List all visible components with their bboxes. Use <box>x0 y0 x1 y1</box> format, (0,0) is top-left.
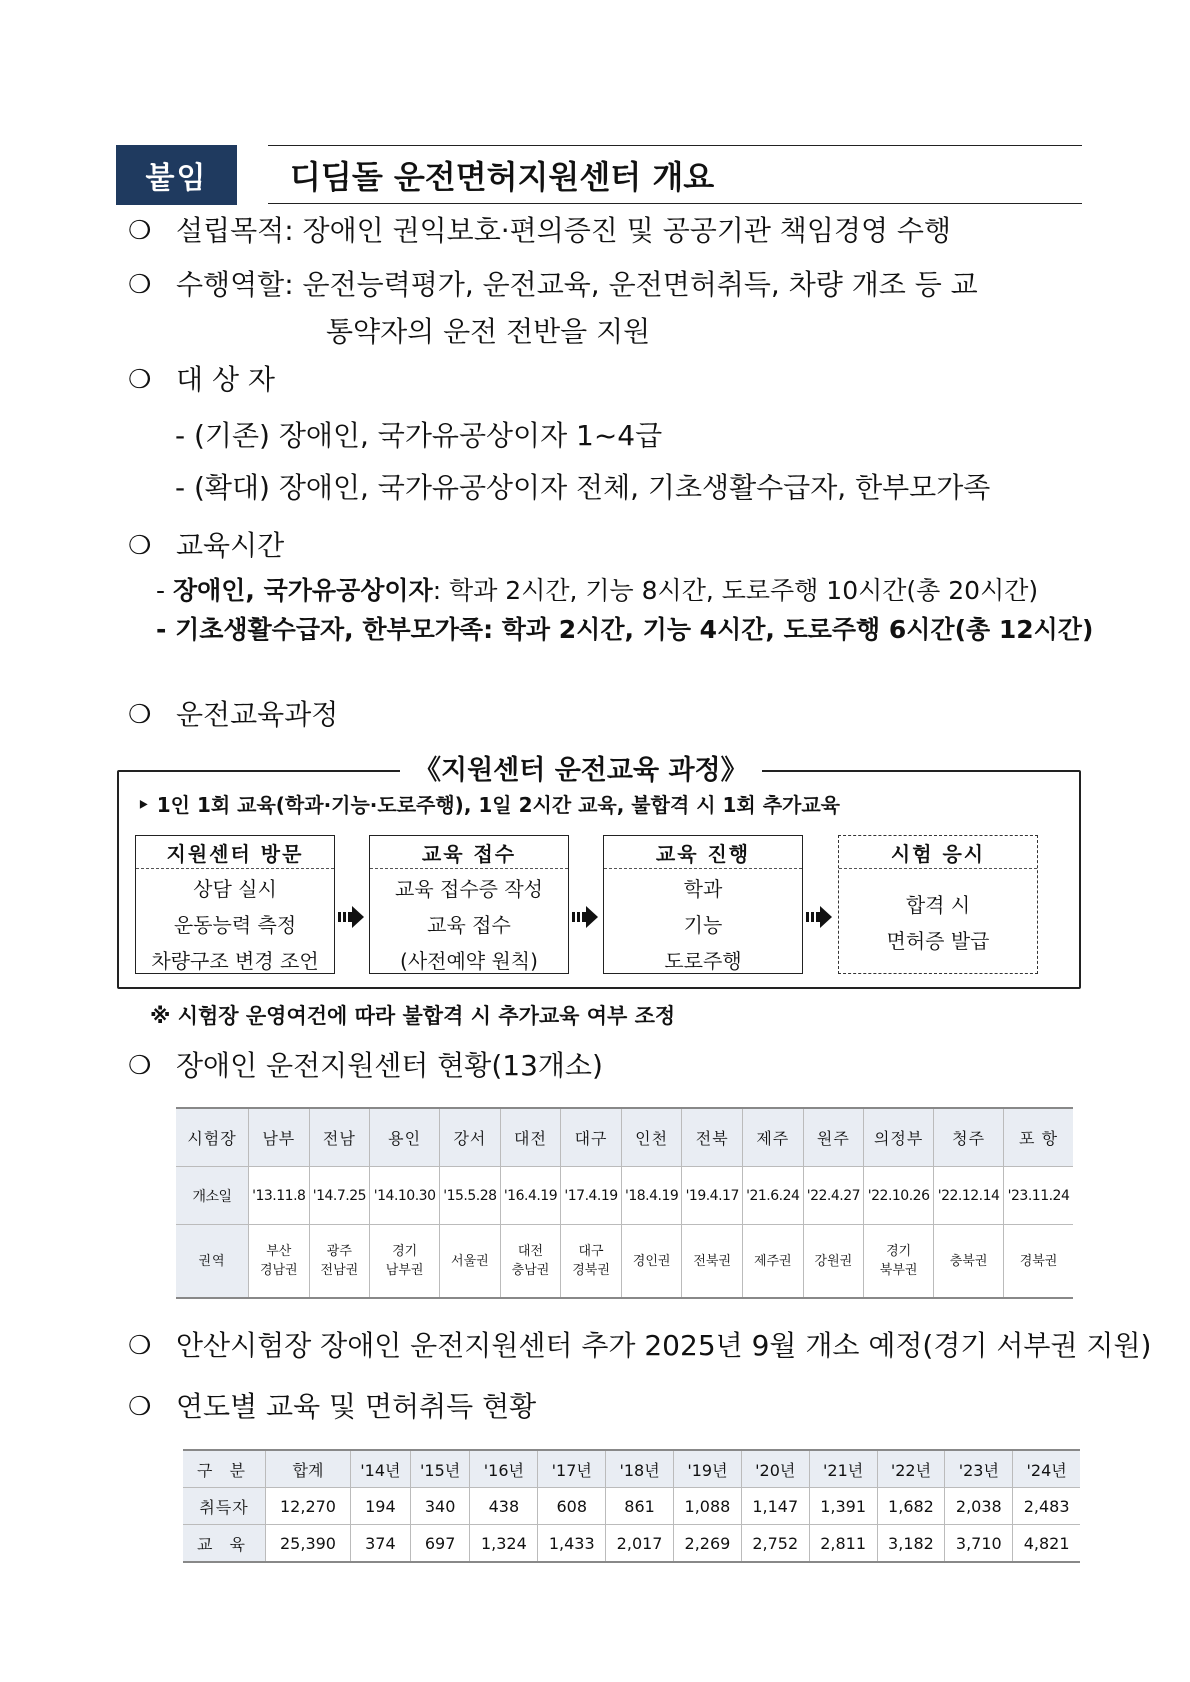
bullet-course <box>128 698 338 732</box>
region-line: 전남권 <box>320 1263 359 1278</box>
column-header: '20년 <box>741 1450 809 1488</box>
region-line: 부산 <box>266 1244 292 1259</box>
center-name: 의정부 <box>864 1108 934 1167</box>
region-cell <box>682 1225 743 1299</box>
region-cell <box>249 1225 310 1299</box>
table-cell: 2,483 <box>1013 1488 1080 1525</box>
flow-footnote: ※ 시험장 운영여건에 따라 불합격 시 추가교육 여부 조정 <box>150 1004 676 1028</box>
arrow-right-icon <box>338 906 364 928</box>
bullet-role <box>128 268 978 302</box>
region-line: 대전 <box>517 1244 544 1259</box>
table-row <box>183 1488 1080 1525</box>
target-expanded: - (확대) 장애인, 국가유공상이자 전체, 기초생활수급자, 한부모가족 <box>175 471 991 504</box>
column-header: '16년 <box>470 1450 538 1488</box>
region-line: 남부권 <box>385 1263 424 1278</box>
region-line: 강원권 <box>814 1253 853 1269</box>
center-name: 대구 <box>561 1108 622 1167</box>
open-date: '22.12.14 <box>934 1167 1004 1225</box>
step-line: 면허증 발급 <box>886 929 990 953</box>
center-name: 인천 <box>621 1108 682 1167</box>
region-line: 북부권 <box>879 1263 918 1278</box>
region-line: 경북권 <box>1019 1253 1058 1269</box>
table-cell: 25,390 <box>266 1525 351 1563</box>
bullet-yearly <box>128 1390 536 1424</box>
step-line: 운동능력 측정 <box>173 913 297 937</box>
bullet-target <box>128 363 275 397</box>
column-header: '18년 <box>606 1450 674 1488</box>
table-row <box>176 1167 1073 1225</box>
arrow-right-icon <box>806 906 832 928</box>
table-cell: 1,147 <box>741 1488 809 1525</box>
title-rule-bottom <box>268 203 1082 204</box>
bullet-hours <box>128 529 284 563</box>
document-title: 디딤돌 운전면허지원센터 개요 <box>290 158 715 196</box>
step-heading: 교육 진행 <box>604 836 802 869</box>
region-cell <box>803 1225 864 1299</box>
hours-line-2: - 기초생활수급자, 한부모가족: 학과 2시간, 기능 4시간, 도로주행 6시간(총 12시간) <box>156 615 1094 644</box>
column-header: '21년 <box>809 1450 877 1488</box>
hours-line-1-detail: : 학과 2시간, 기능 8시간, 도로주행 10시간(총 20시간) <box>432 576 1039 605</box>
table-row <box>176 1225 1073 1299</box>
centers-heading: 장애인 운전지원센터 현황(13개소) <box>176 1049 603 1082</box>
step-line: 상담 실시 <box>193 877 277 901</box>
region-cell <box>743 1225 804 1299</box>
hours-line-1-label: 장애인, 국가유공상이자 <box>172 576 433 605</box>
table-cell: 1,324 <box>470 1525 538 1563</box>
bullet-purpose <box>128 214 951 248</box>
column-header: '14년 <box>351 1450 411 1488</box>
open-date: '15.5.28 <box>440 1167 501 1225</box>
table-cell: 340 <box>410 1488 470 1525</box>
bullet-mark: ❍ <box>128 1331 152 1361</box>
region-line: 전북권 <box>693 1253 732 1269</box>
region-cell <box>934 1225 1004 1299</box>
row-head: 시험장 <box>176 1108 249 1167</box>
region-line: 경북권 <box>572 1263 610 1278</box>
table-cell: 1,088 <box>674 1488 742 1525</box>
region-cell <box>370 1225 440 1299</box>
flow-step-exam <box>838 835 1038 974</box>
flow-step-visit <box>135 835 335 974</box>
centers-table <box>176 1107 1073 1299</box>
table-cell: 374 <box>351 1525 411 1563</box>
region-cell <box>309 1225 370 1299</box>
step-line: 교육 접수증 작성 <box>395 877 543 901</box>
table-cell: 1,433 <box>538 1525 606 1563</box>
step-line: 교육 접수 <box>427 913 511 937</box>
column-header: '23년 <box>945 1450 1013 1488</box>
step-line: 기능 <box>683 913 723 937</box>
flow-step-register <box>369 835 569 974</box>
center-name: 강서 <box>440 1108 501 1167</box>
step-line: 합격 시 <box>905 893 971 917</box>
open-date: '17.4.19 <box>561 1167 622 1225</box>
ansan-text: 안산시험장 장애인 운전지원센터 추가 2025년 9월 개소 예정(경기 서부권 지원) <box>176 1329 1152 1362</box>
table-row <box>183 1525 1080 1563</box>
step-line: (사전예약 원칙) <box>400 949 538 973</box>
column-header: '15년 <box>410 1450 470 1488</box>
open-date: '18.4.19 <box>621 1167 682 1225</box>
open-date: '14.10.30 <box>370 1167 440 1225</box>
region-cell <box>864 1225 934 1299</box>
table-row <box>176 1108 1073 1167</box>
open-date: '23.11.24 <box>1004 1167 1073 1225</box>
yearly-table <box>183 1449 1080 1563</box>
step-line: 학과 <box>683 877 723 901</box>
region-line: 광주 <box>326 1244 352 1259</box>
center-name: 포 항 <box>1004 1108 1073 1167</box>
center-name: 대전 <box>500 1108 561 1167</box>
region-cell <box>500 1225 561 1299</box>
step-heading: 교육 접수 <box>370 836 568 869</box>
table-cell: 2,269 <box>674 1525 742 1563</box>
table-cell: 12,270 <box>266 1488 351 1525</box>
table-cell: 194 <box>351 1488 411 1525</box>
yearly-heading: 연도별 교육 및 면허취득 현황 <box>176 1390 537 1423</box>
open-date: '14.7.25 <box>309 1167 370 1225</box>
open-date: '22.10.26 <box>864 1167 934 1225</box>
center-name: 제주 <box>743 1108 804 1167</box>
region-line: 제주권 <box>753 1253 792 1269</box>
bullet-mark: ❍ <box>128 1392 152 1422</box>
table-cell: 2,811 <box>809 1525 877 1563</box>
flow-step-training <box>603 835 803 974</box>
open-date: '19.4.17 <box>682 1167 743 1225</box>
table-cell: 2,038 <box>945 1488 1013 1525</box>
region-cell <box>561 1225 622 1299</box>
bullet-centers <box>128 1049 603 1083</box>
bullet-ansan <box>128 1329 1151 1363</box>
column-header: '24년 <box>1013 1450 1080 1488</box>
open-date: '21.6.24 <box>743 1167 804 1225</box>
region-line: 충남권 <box>511 1263 550 1278</box>
region-line: 경남권 <box>259 1263 298 1278</box>
bullet-mark: ❍ <box>128 700 152 730</box>
row-head: 권역 <box>176 1225 249 1299</box>
table-cell: 2,017 <box>606 1525 674 1563</box>
row-head: 취득자 <box>183 1488 266 1525</box>
table-cell: 438 <box>470 1488 538 1525</box>
region-line: 경인권 <box>632 1253 671 1269</box>
table-cell: 4,821 <box>1013 1525 1080 1563</box>
flow-title: 《지원센터 운전교육 과정》 <box>400 748 762 787</box>
region-line: 충북권 <box>949 1253 988 1269</box>
region-cell <box>440 1225 501 1299</box>
table-cell: 1,682 <box>877 1488 945 1525</box>
region-cell <box>621 1225 682 1299</box>
bullet-mark: ❍ <box>128 270 152 300</box>
center-name: 남부 <box>249 1108 310 1167</box>
region-line: 서울권 <box>451 1253 489 1269</box>
role-text-line1: 수행역할: 운전능력평가, 운전교육, 운전면허취득, 차량 개조 등 교 <box>176 268 978 301</box>
step-heading: 지원센터 방문 <box>136 836 334 869</box>
target-existing: - (기존) 장애인, 국가유공상이자 1~4급 <box>175 419 663 452</box>
column-header: '22년 <box>877 1450 945 1488</box>
hours-line-1 <box>156 571 1038 607</box>
table-cell: 2,752 <box>741 1525 809 1563</box>
title-rule-top <box>268 145 1082 146</box>
bullet-mark: ❍ <box>128 365 152 395</box>
hours-heading: 교육시간 <box>176 529 285 562</box>
row-head: 교 육 <box>183 1525 266 1563</box>
open-date: '16.4.19 <box>500 1167 561 1225</box>
column-header: '17년 <box>538 1450 606 1488</box>
table-cell: 3,710 <box>945 1525 1013 1563</box>
bullet-mark: ❍ <box>128 531 152 561</box>
region-line: 대구 <box>578 1244 604 1259</box>
table-cell: 1,391 <box>809 1488 877 1525</box>
table-cell: 697 <box>410 1525 470 1563</box>
center-name: 용인 <box>370 1108 440 1167</box>
arrow-right-icon <box>572 906 598 928</box>
row-head: 개소일 <box>176 1167 249 1225</box>
center-name: 전남 <box>309 1108 370 1167</box>
center-name: 전북 <box>682 1108 743 1167</box>
region-line: 경기 <box>886 1244 912 1259</box>
hours-line-1-dash: - <box>156 576 166 605</box>
region-cell <box>1004 1225 1073 1299</box>
role-text-line2: 통약자의 운전 전반을 지원 <box>326 315 651 348</box>
table-cell: 861 <box>606 1488 674 1525</box>
bullet-mark: ❍ <box>128 1051 152 1081</box>
table-cell: 3,182 <box>877 1525 945 1563</box>
table-row <box>183 1450 1080 1488</box>
center-name: 청주 <box>934 1108 1004 1167</box>
open-date: '13.11.8 <box>249 1167 310 1225</box>
center-name: 원주 <box>803 1108 864 1167</box>
region-line: 경기 <box>392 1244 418 1259</box>
column-header: 합계 <box>266 1450 351 1488</box>
course-heading: 운전교육과정 <box>176 698 339 731</box>
attachment-badge: 붙임 <box>116 145 237 205</box>
step-line: 차량구조 변경 조언 <box>151 949 319 973</box>
column-header: '19년 <box>674 1450 742 1488</box>
step-heading: 시험 응시 <box>839 836 1037 869</box>
column-header: 구 분 <box>183 1450 266 1488</box>
table-cell: 608 <box>538 1488 606 1525</box>
target-heading: 대 상 자 <box>176 363 275 396</box>
open-date: '22.4.27 <box>803 1167 864 1225</box>
bullet-mark: ❍ <box>128 216 152 246</box>
flow-note: ‣ 1인 1회 교육(학과·기능·도로주행), 1일 2시간 교육, 불합격 시 1회 추가교육 <box>137 793 840 817</box>
purpose-text: 설립목적: 장애인 권익보호·편의증진 및 공공기관 책임경영 수행 <box>176 214 951 247</box>
step-line: 도로주행 <box>664 949 742 973</box>
